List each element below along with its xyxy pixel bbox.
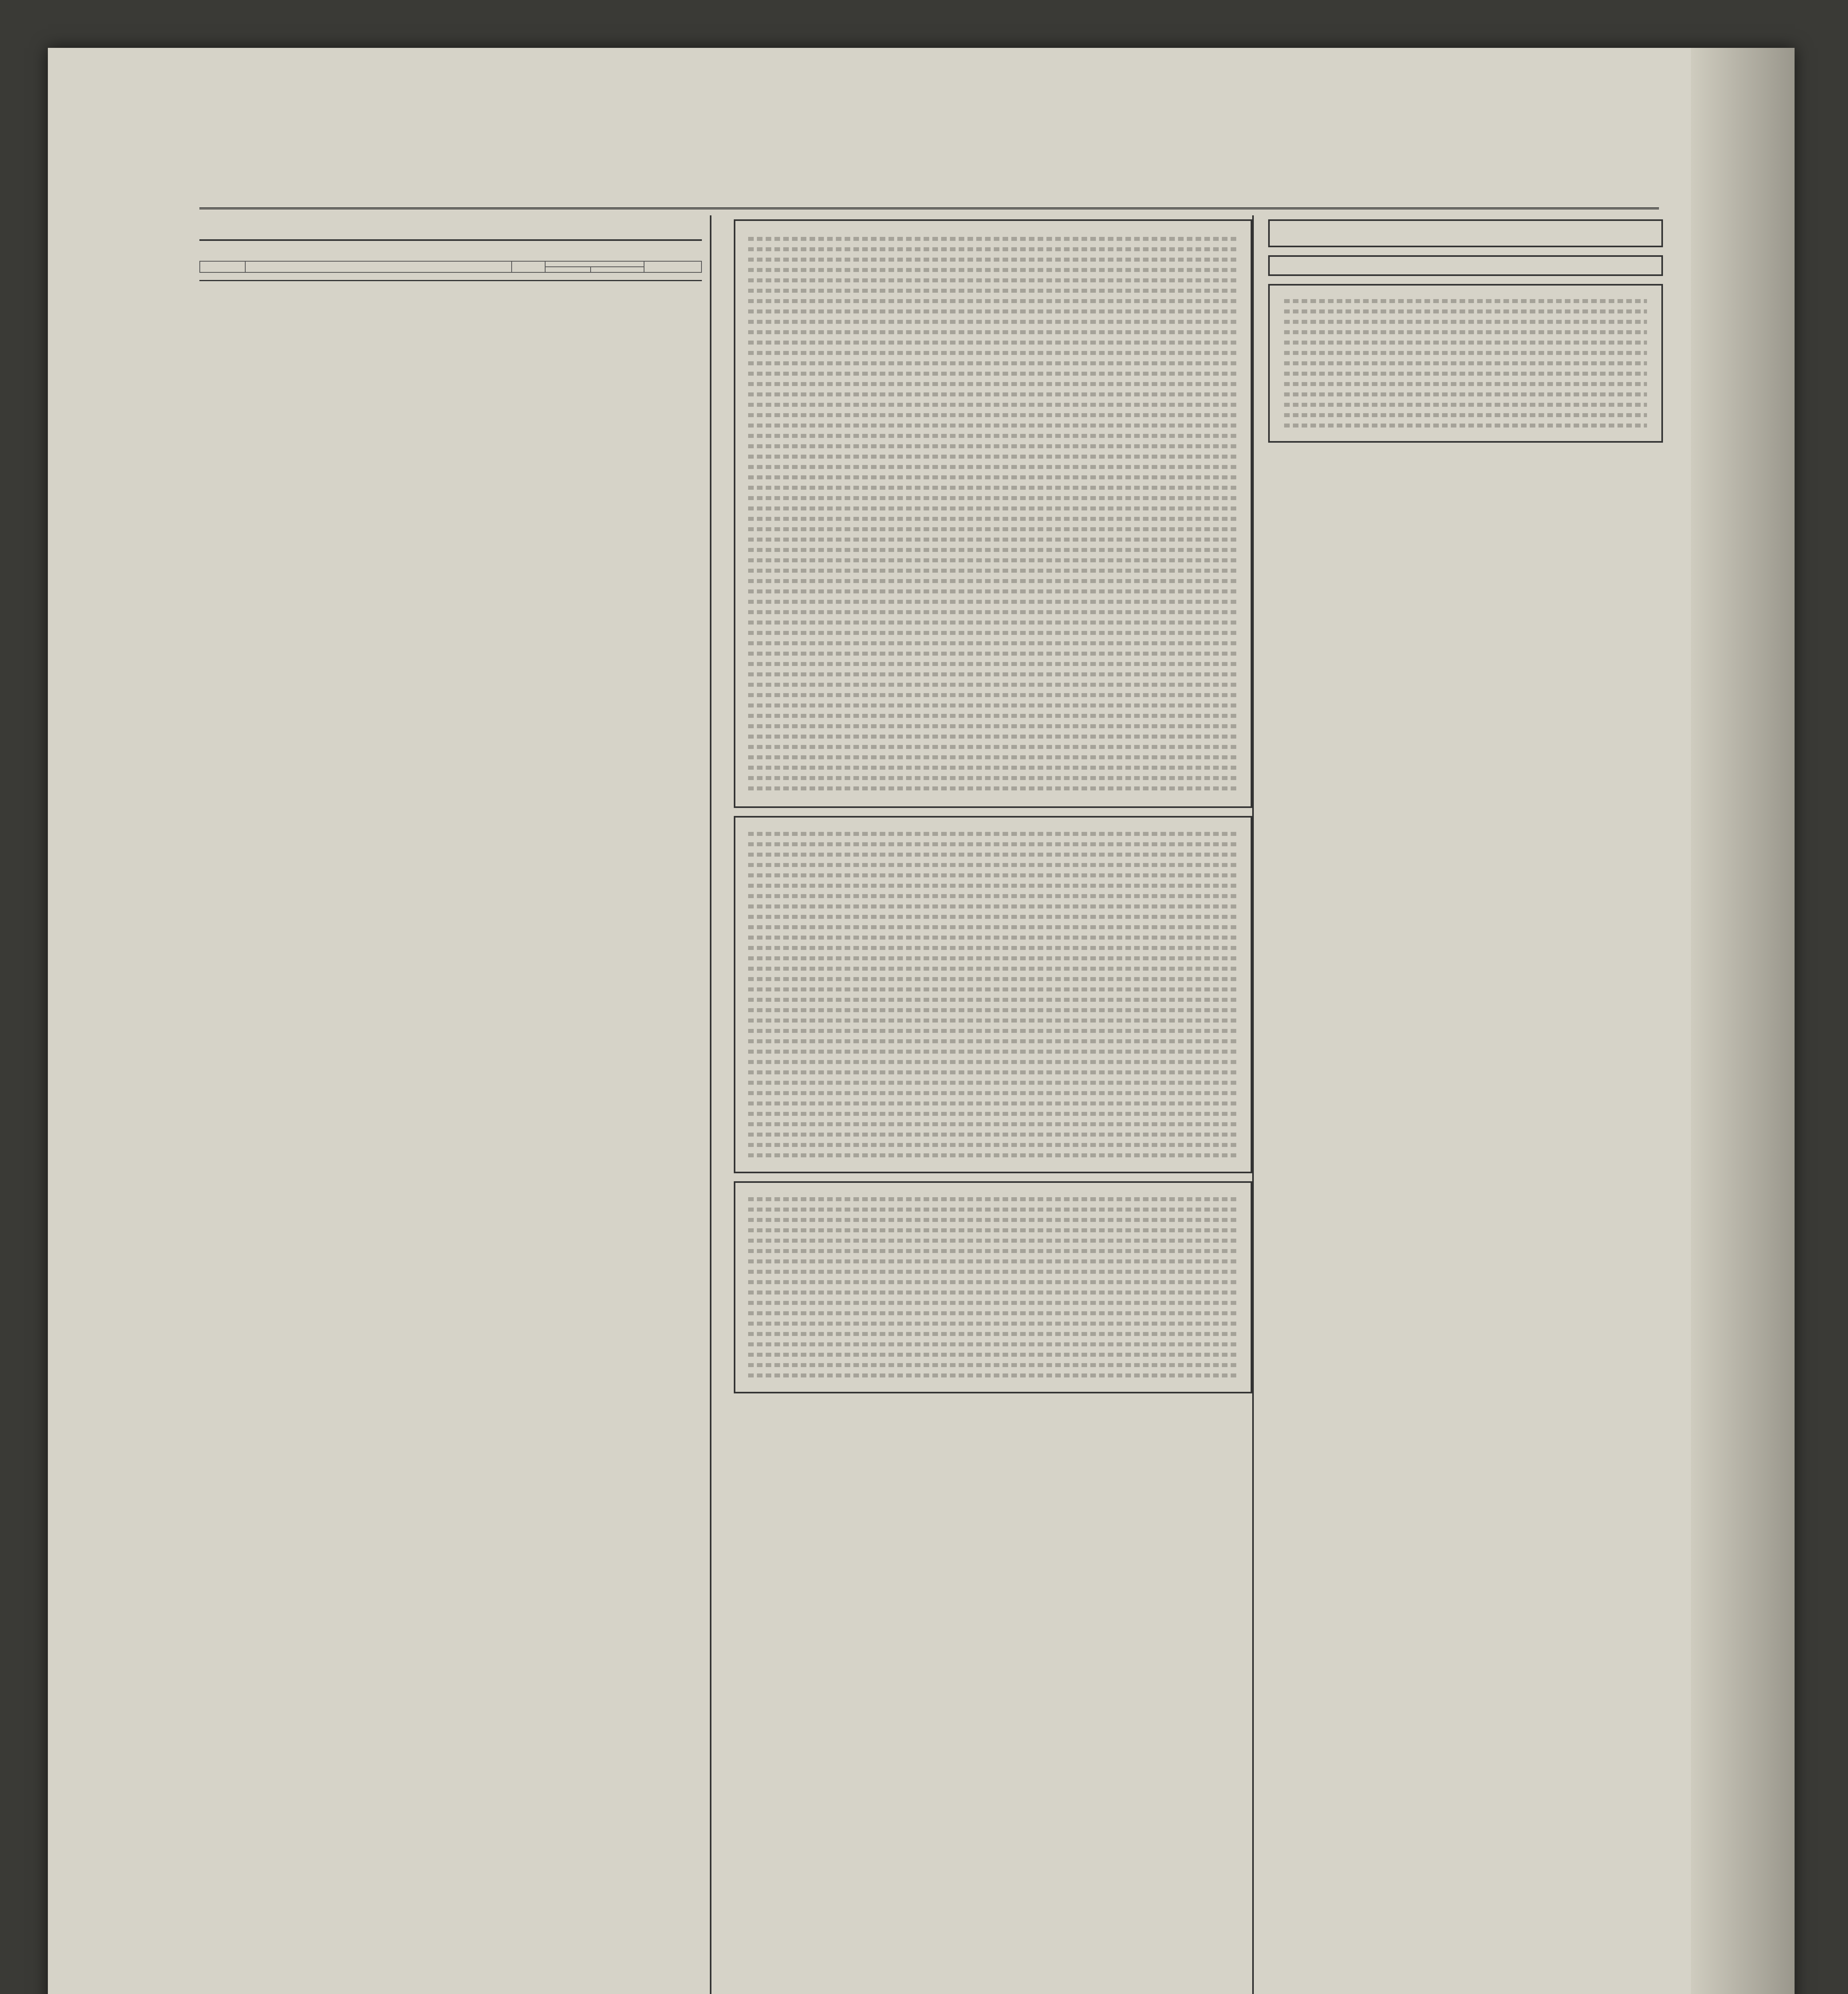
newspaper-page <box>48 48 1795 1994</box>
column-rule-1 <box>710 215 711 1994</box>
col-designation <box>245 261 512 272</box>
col-nombre <box>512 261 545 272</box>
report-text <box>742 569 1244 635</box>
col-dates <box>200 261 245 272</box>
agents-box <box>1268 219 1663 247</box>
col-remb-dates <box>545 267 591 272</box>
terme-text <box>742 444 1244 562</box>
header-rule <box>199 207 1659 209</box>
comptant-text <box>742 237 1244 438</box>
timbre-box <box>734 1181 1252 1393</box>
chambre-box <box>1268 255 1663 276</box>
col-negociation <box>644 261 701 272</box>
taxes-box <box>734 816 1252 1173</box>
annulation-note <box>199 280 702 287</box>
middle-column <box>726 215 1260 1401</box>
page-header <box>686 162 1324 166</box>
tirages-table <box>199 261 702 273</box>
dispositions-text <box>742 641 1244 790</box>
right-column <box>1260 215 1663 443</box>
book-binding <box>1691 48 1795 1994</box>
tirages-section <box>199 239 702 287</box>
col-remboursement <box>545 261 644 267</box>
col-remb-taux <box>591 267 644 272</box>
tirages-note <box>199 249 702 255</box>
tarif-courtage-box <box>734 219 1252 808</box>
decrets-box <box>1268 284 1663 443</box>
left-column <box>199 215 702 294</box>
